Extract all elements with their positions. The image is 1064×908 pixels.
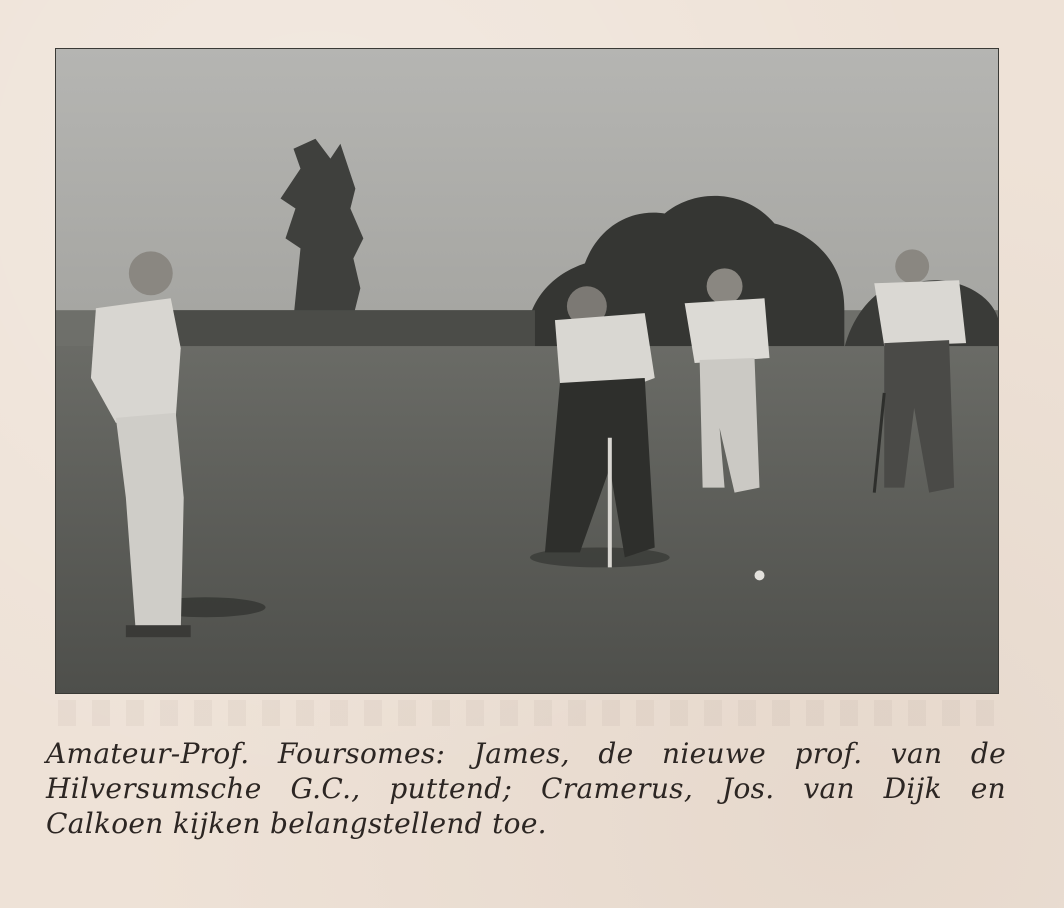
photo-caption — [46, 736, 1006, 841]
caption-line-3: Calkoen kijken belangstellend toe. — [46, 807, 547, 840]
golf-ball — [755, 570, 765, 580]
golf-photo-illustration — [56, 49, 998, 693]
golf-photograph — [55, 48, 999, 694]
caption-line-2: Hilversumsche G.C., puttend; Cramerus, Jos. van Dijk en — [46, 772, 1006, 805]
caption-line-1: Amateur-Prof. Foursomes: James, de nieuwe prof. van de — [46, 737, 1006, 770]
putting-green — [56, 346, 998, 693]
hedge — [156, 310, 535, 350]
print-offset-ghost — [58, 700, 998, 726]
sky — [56, 49, 998, 348]
